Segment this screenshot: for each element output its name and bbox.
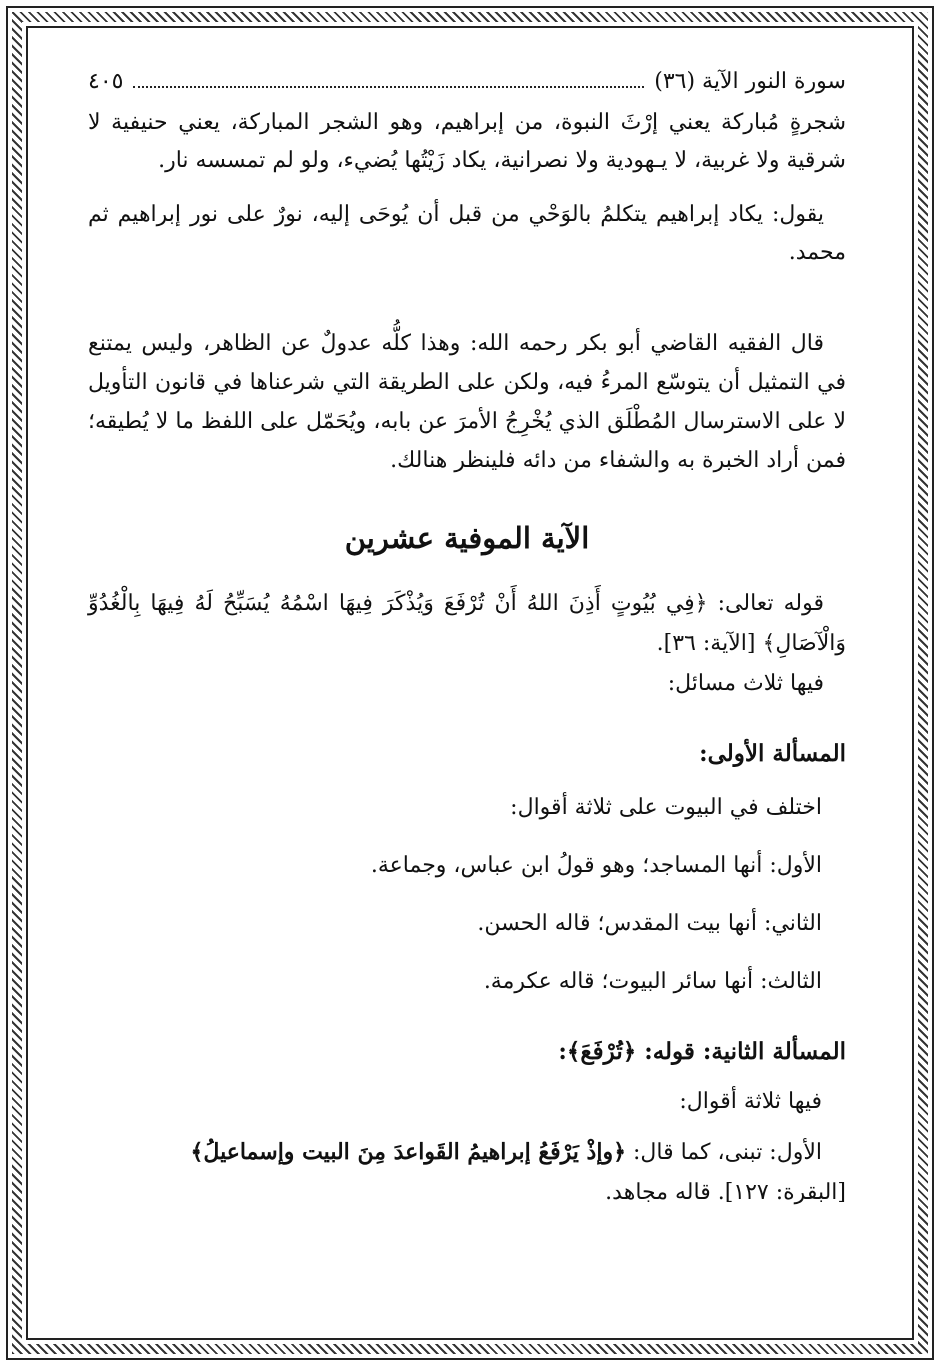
page-content (88, 62, 846, 1213)
issue-2-first-prefix: الأول: تبنى، كما قال: (625, 1140, 822, 1165)
issue-1-item-3: الثالث: أنها سائر البيوت؛ قاله عكرمة. (483, 969, 822, 994)
issue-1-intro: اختلف في البيوت على ثلاثة أقوال: (510, 795, 822, 820)
issue-1-item-2: الثاني: أنها بيت المقدس؛ قاله الحسن. (477, 911, 822, 936)
paragraph-2: يقول: يكاد إبراهيم يتكلمُ بالوَحْي من قبل أن يُوحَى إليه، نورٌ على نور إبراهيم ثم محمد. (88, 202, 846, 265)
paragraph-3: قال الفقيه القاضي أبو بكر رحمه الله: وهذا كلُّه عدولٌ عن الظاهر، وليس يمتنع في التمثيل أن يتوسّع المرءُ فيه، ولكن على الطريقة التي شرعناها في قانون التأويل لا على الاسترسال المُطْلَق الذي يُخْرِجُ الأمرَ عن بابه، ويُحَمّل على اللفظ ما لا يُطيقه؛ فمن أراد الخبرة به والشفاء من دائه فلينظر هنالك. (88, 331, 846, 473)
running-header (88, 62, 846, 102)
issue-2-heading: المسألة الثانية: قوله: ﴿تُرْفَعَ﴾: (558, 1038, 846, 1065)
section-title: الآية الموفية عشرين (344, 521, 590, 555)
issue-2-intro: فيها ثلاثة أقوال: (679, 1089, 822, 1114)
issue-2-first-opinion (88, 1132, 846, 1173)
issues-count: فيها ثلاث مسائل: (667, 671, 824, 696)
header-dot-leader (133, 64, 644, 88)
issue-1-heading: المسألة الأولى: (699, 740, 846, 767)
verse-quote: قوله تعالى: ﴿فِي بُيُوتٍ أَذِنَ اللهُ أَنْ تُرْفَعَ وَيُذْكَرَ فِيهَا اسْمُهُ يُسَبِّحُ لَهُ فِيهَا بِالْغُدُوِّ وَالْآصَالِ﴾ [الآية: ٣٦]. (88, 591, 846, 656)
page-number: ٤٠٥ (88, 69, 124, 94)
issue-2-first-reference: [البقرة: ١٢٧]. قاله مجاهد. (605, 1180, 846, 1205)
surah-title: سورة النور الآية (٣٦) (654, 69, 846, 94)
issue-1-item-1: الأول: أنها المساجد؛ وهو قولُ ابن عباس، وجماعة. (370, 853, 822, 878)
issue-2-first-quote: ﴿وإذْ يَرْفَعُ إبراهيمُ القَواعدَ مِنَ البيت وإسماعيلُ﴾ (190, 1139, 626, 1165)
paragraph-1: شجرةٍ مُباركة يعني إرْثَ النبوة، من إبراهيم، وهو الشجر المباركة، يعني حنيفية لا شرقية ولا غربية، لا يـهودية ولا نصرانية، يكاد زَيْتُها يُضيء، ولو لم تمسسه نار. (88, 110, 846, 173)
